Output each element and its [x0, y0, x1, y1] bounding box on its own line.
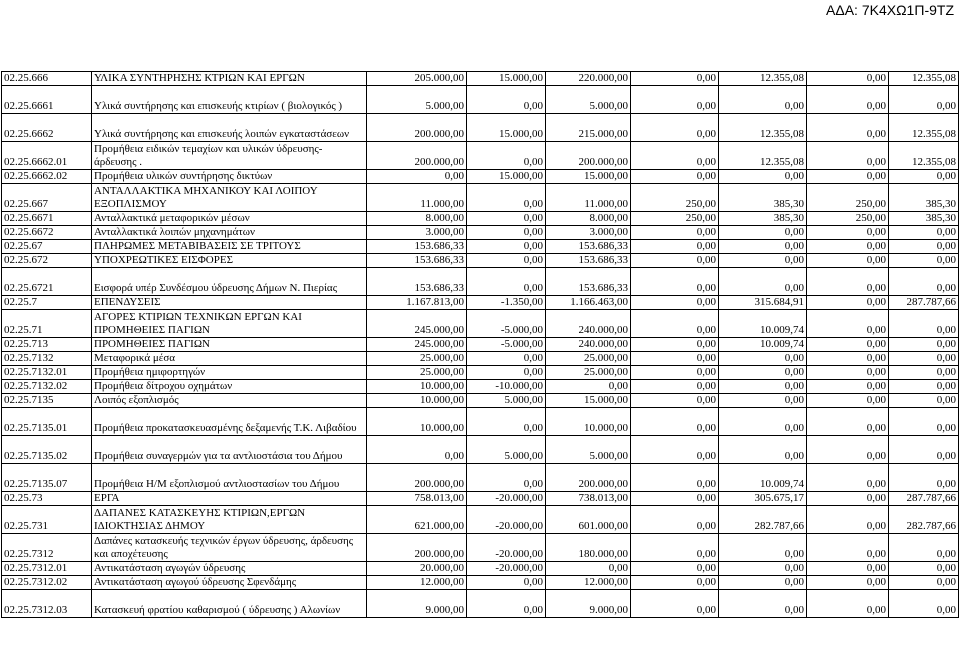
row-value-3: 240.000,00 — [546, 338, 631, 352]
row-description: Εισφορά υπέρ Συνδέσμου ύδρευσης Δήμων Ν. Πιερίας — [92, 268, 367, 296]
row-code: 02.25.7135.01 — [2, 408, 92, 436]
row-value-1: 10.000,00 — [367, 380, 467, 394]
row-value-2: 5.000,00 — [467, 436, 546, 464]
row-value-5: 0,00 — [719, 576, 807, 590]
row-description: Δαπάνες κατασκευής τεχνικών έργων ύδρευσης, άρδευσης και αποχέτευσης — [92, 534, 367, 562]
row-description: Προμήθεια συναγερμών για τα αντλιοστάσια του Δήμου — [92, 436, 367, 464]
row-value-6: 0,00 — [807, 492, 889, 506]
row-value-4: 0,00 — [631, 506, 719, 534]
row-code: 02.25.672 — [2, 254, 92, 268]
row-value-1: 10.000,00 — [367, 408, 467, 436]
row-value-6: 0,00 — [807, 254, 889, 268]
row-value-1: 153.686,33 — [367, 268, 467, 296]
row-value-6: 250,00 — [807, 212, 889, 226]
row-code: 02.25.73 — [2, 492, 92, 506]
row-value-1: 200.000,00 — [367, 534, 467, 562]
table-row — [2, 436, 959, 464]
row-value-6: 0,00 — [807, 464, 889, 492]
row-value-2: 0,00 — [467, 366, 546, 380]
row-code: 02.25.666 — [2, 72, 92, 86]
row-value-4: 250,00 — [631, 212, 719, 226]
row-value-5: 282.787,66 — [719, 506, 807, 534]
budget-table-body — [2, 72, 959, 618]
row-description: Μεταφορικά μέσα — [92, 352, 367, 366]
row-value-7: 287.787,66 — [889, 492, 959, 506]
row-value-4: 0,00 — [631, 492, 719, 506]
row-value-5: 0,00 — [719, 562, 807, 576]
table-row — [2, 296, 959, 310]
row-description: ΕΠΕΝΔΥΣΕΙΣ — [92, 296, 367, 310]
row-code: 02.25.6662.01 — [2, 142, 92, 170]
row-value-7: 0,00 — [889, 436, 959, 464]
row-value-4: 0,00 — [631, 380, 719, 394]
row-value-2: 0,00 — [467, 226, 546, 240]
table-row — [2, 86, 959, 114]
row-value-6: 0,00 — [807, 394, 889, 408]
row-description: Λοιπός εξοπλισμός — [92, 394, 367, 408]
row-value-3: 25.000,00 — [546, 352, 631, 366]
row-value-4: 0,00 — [631, 408, 719, 436]
row-value-7: 0,00 — [889, 240, 959, 254]
row-value-1: 25.000,00 — [367, 352, 467, 366]
row-value-2: -20.000,00 — [467, 562, 546, 576]
table-row — [2, 254, 959, 268]
row-value-6: 0,00 — [807, 114, 889, 142]
row-value-1: 200.000,00 — [367, 114, 467, 142]
row-value-3: 180.000,00 — [546, 534, 631, 562]
table-row — [2, 114, 959, 142]
row-description: Ανταλλακτικά μεταφορικών μέσων — [92, 212, 367, 226]
row-value-2: 15.000,00 — [467, 72, 546, 86]
row-value-4: 0,00 — [631, 352, 719, 366]
row-value-5: 10.009,74 — [719, 310, 807, 338]
row-value-5: 0,00 — [719, 366, 807, 380]
row-code: 02.25.7135 — [2, 394, 92, 408]
row-value-7: 0,00 — [889, 310, 959, 338]
row-description: Υλικά συντήρησης και επισκευής λοιπών εγκαταστάσεων — [92, 114, 367, 142]
row-value-3: 5.000,00 — [546, 86, 631, 114]
row-value-1: 245.000,00 — [367, 310, 467, 338]
table-row — [2, 268, 959, 296]
table-row — [2, 576, 959, 590]
row-value-2: 15.000,00 — [467, 170, 546, 184]
row-value-5: 0,00 — [719, 534, 807, 562]
table-row — [2, 380, 959, 394]
row-value-5: 12.355,08 — [719, 114, 807, 142]
row-code: 02.25.7132.02 — [2, 380, 92, 394]
row-value-6: 0,00 — [807, 590, 889, 618]
row-code: 02.25.731 — [2, 506, 92, 534]
row-value-2: -20.000,00 — [467, 506, 546, 534]
row-value-6: 0,00 — [807, 352, 889, 366]
row-value-4: 0,00 — [631, 464, 719, 492]
row-value-2: 0,00 — [467, 254, 546, 268]
row-value-4: 0,00 — [631, 254, 719, 268]
row-description: Κατασκευή φρατίου καθαρισμού ( ύδρευσης ) Αλωνίων — [92, 590, 367, 618]
row-value-5: 305.675,17 — [719, 492, 807, 506]
row-description: ΔΑΠΑΝΕΣ ΚΑΤΑΣΚΕΥΗΣ ΚΤΙΡΙΩΝ,ΕΡΓΩΝ ΙΔΙΟΚΤΗΣΙΑΣ ΔΗΜΟΥ — [92, 506, 367, 534]
row-description: Ανταλλακτικά λοιπών μηχανημάτων — [92, 226, 367, 240]
row-code: 02.25.7312 — [2, 534, 92, 562]
row-value-6: 0,00 — [807, 310, 889, 338]
table-row — [2, 506, 959, 534]
row-value-2: -20.000,00 — [467, 492, 546, 506]
row-value-5: 0,00 — [719, 590, 807, 618]
row-value-1: 200.000,00 — [367, 464, 467, 492]
row-value-6: 0,00 — [807, 240, 889, 254]
row-description: ΑΝΤΑΛΛΑΚΤΙΚΑ ΜΗΧΑΝΙΚΟΥ ΚΑΙ ΛΟΙΠΟΥ ΕΞΟΠΛΙΣΜΟΥ — [92, 184, 367, 212]
row-value-4: 250,00 — [631, 184, 719, 212]
row-value-4: 0,00 — [631, 366, 719, 380]
row-value-3: 12.000,00 — [546, 576, 631, 590]
row-value-3: 153.686,33 — [546, 240, 631, 254]
row-value-2: 0,00 — [467, 576, 546, 590]
row-code: 02.25.667 — [2, 184, 92, 212]
row-description: Προμήθεια δίτροχου οχημάτων — [92, 380, 367, 394]
row-value-7: 0,00 — [889, 534, 959, 562]
row-value-3: 8.000,00 — [546, 212, 631, 226]
row-code: 02.25.67 — [2, 240, 92, 254]
row-value-3: 153.686,33 — [546, 254, 631, 268]
row-code: 02.25.7135.07 — [2, 464, 92, 492]
row-value-3: 3.000,00 — [546, 226, 631, 240]
row-description: ΠΛΗΡΩΜΕΣ ΜΕΤΑΒΙΒΑΣΕΙΣ ΣΕ ΤΡΙΤΟΥΣ — [92, 240, 367, 254]
row-description: Υλικά συντήρησης και επισκευής κτιρίων ( βιολογικός ) — [92, 86, 367, 114]
table-row — [2, 492, 959, 506]
row-value-4: 0,00 — [631, 562, 719, 576]
row-code: 02.25.7312.01 — [2, 562, 92, 576]
row-code: 02.25.6671 — [2, 212, 92, 226]
row-code: 02.25.71 — [2, 310, 92, 338]
row-value-1: 1.167.813,00 — [367, 296, 467, 310]
row-description: Προμήθεια Η/Μ εξοπλισμού αντλιοστασίων του Δήμου — [92, 464, 367, 492]
row-value-6: 0,00 — [807, 408, 889, 436]
row-value-7: 12.355,08 — [889, 142, 959, 170]
row-value-7: 0,00 — [889, 352, 959, 366]
row-value-2: 0,00 — [467, 590, 546, 618]
row-description: Προμήθεια υλικών συντήρησης δικτύων — [92, 170, 367, 184]
row-value-2: -10.000,00 — [467, 380, 546, 394]
row-value-7: 0,00 — [889, 562, 959, 576]
row-value-4: 0,00 — [631, 72, 719, 86]
row-value-1: 12.000,00 — [367, 576, 467, 590]
row-value-3: 1.166.463,00 — [546, 296, 631, 310]
row-value-2: 0,00 — [467, 142, 546, 170]
row-description: Αντικατάσταση αγωγού ύδρευσης Σφενδάμης — [92, 576, 367, 590]
table-row — [2, 394, 959, 408]
row-value-1: 11.000,00 — [367, 184, 467, 212]
row-value-6: 0,00 — [807, 338, 889, 352]
row-value-1: 200.000,00 — [367, 142, 467, 170]
row-value-1: 25.000,00 — [367, 366, 467, 380]
row-value-3: 240.000,00 — [546, 310, 631, 338]
row-value-4: 0,00 — [631, 226, 719, 240]
row-description: ΥΠΟΧΡΕΩΤΙΚΕΣ ΕΙΣΦΟΡΕΣ — [92, 254, 367, 268]
row-value-4: 0,00 — [631, 86, 719, 114]
row-value-5: 10.009,74 — [719, 464, 807, 492]
row-description: Αντικατάσταση αγωγών ύδρευσης — [92, 562, 367, 576]
table-row — [2, 170, 959, 184]
row-value-3: 200.000,00 — [546, 464, 631, 492]
table-row — [2, 240, 959, 254]
row-value-6: 0,00 — [807, 226, 889, 240]
row-value-7: 0,00 — [889, 464, 959, 492]
row-value-4: 0,00 — [631, 170, 719, 184]
row-value-5: 0,00 — [719, 86, 807, 114]
row-value-1: 5.000,00 — [367, 86, 467, 114]
row-value-4: 0,00 — [631, 590, 719, 618]
row-value-2: 0,00 — [467, 268, 546, 296]
row-value-6: 0,00 — [807, 142, 889, 170]
row-value-6: 0,00 — [807, 268, 889, 296]
row-value-3: 601.000,00 — [546, 506, 631, 534]
row-value-6: 0,00 — [807, 576, 889, 590]
row-description: ΥΛΙΚΑ ΣΥΝΤΗΡΗΣΗΣ ΚΤΡΙΩΝ ΚΑΙ ΕΡΓΩΝ — [92, 72, 367, 86]
row-value-4: 0,00 — [631, 114, 719, 142]
row-value-3: 0,00 — [546, 562, 631, 576]
row-value-5: 0,00 — [719, 254, 807, 268]
row-value-7: 0,00 — [889, 366, 959, 380]
row-value-6: 0,00 — [807, 380, 889, 394]
row-value-5: 0,00 — [719, 394, 807, 408]
row-value-2: -5.000,00 — [467, 310, 546, 338]
table-row — [2, 562, 959, 576]
row-value-2: 0,00 — [467, 240, 546, 254]
row-value-6: 0,00 — [807, 296, 889, 310]
table-row — [2, 590, 959, 618]
row-value-2: -1.350,00 — [467, 296, 546, 310]
row-value-5: 315.684,91 — [719, 296, 807, 310]
table-row — [2, 534, 959, 562]
row-description: Προμήθεια προκατασκευασμένης δεξαμενής Τ.Κ. Λιβαδίου — [92, 408, 367, 436]
row-value-1: 621.000,00 — [367, 506, 467, 534]
row-value-2: 0,00 — [467, 184, 546, 212]
row-value-7: 0,00 — [889, 576, 959, 590]
row-code: 02.25.6721 — [2, 268, 92, 296]
row-value-6: 250,00 — [807, 184, 889, 212]
row-description: ΕΡΓΑ — [92, 492, 367, 506]
row-value-6: 0,00 — [807, 534, 889, 562]
row-value-5: 0,00 — [719, 352, 807, 366]
row-value-5: 0,00 — [719, 408, 807, 436]
row-value-2: 15.000,00 — [467, 114, 546, 142]
row-value-7: 282.787,66 — [889, 506, 959, 534]
row-value-2: -20.000,00 — [467, 534, 546, 562]
row-value-3: 11.000,00 — [546, 184, 631, 212]
row-value-3: 5.000,00 — [546, 436, 631, 464]
row-value-1: 758.013,00 — [367, 492, 467, 506]
row-value-2: 0,00 — [467, 212, 546, 226]
row-value-4: 0,00 — [631, 296, 719, 310]
table-row — [2, 212, 959, 226]
budget-table — [1, 71, 959, 618]
ada-code: ΑΔΑ: 7Κ4ΧΩ1Π-9ΤΖ — [826, 2, 954, 18]
row-value-7: 287.787,66 — [889, 296, 959, 310]
row-value-6: 0,00 — [807, 506, 889, 534]
row-value-5: 0,00 — [719, 380, 807, 394]
row-value-3: 0,00 — [546, 380, 631, 394]
table-row — [2, 352, 959, 366]
row-value-1: 9.000,00 — [367, 590, 467, 618]
table-row — [2, 72, 959, 86]
row-value-3: 738.013,00 — [546, 492, 631, 506]
row-value-1: 205.000,00 — [367, 72, 467, 86]
row-value-6: 0,00 — [807, 366, 889, 380]
row-description: Προμήθεια ημιφορτηγών — [92, 366, 367, 380]
row-value-2: 5.000,00 — [467, 394, 546, 408]
row-value-7: 0,00 — [889, 254, 959, 268]
table-row — [2, 184, 959, 212]
row-value-3: 25.000,00 — [546, 366, 631, 380]
row-value-1: 3.000,00 — [367, 226, 467, 240]
row-value-6: 0,00 — [807, 170, 889, 184]
row-value-7: 0,00 — [889, 226, 959, 240]
row-value-3: 153.686,33 — [546, 268, 631, 296]
row-value-5: 10.009,74 — [719, 338, 807, 352]
row-value-2: 0,00 — [467, 352, 546, 366]
row-value-5: 0,00 — [719, 240, 807, 254]
row-description: ΠΡΟΜΗΘΕΙΕΣ ΠΑΓΙΩΝ — [92, 338, 367, 352]
row-value-5: 0,00 — [719, 436, 807, 464]
row-code: 02.25.7135.02 — [2, 436, 92, 464]
row-value-5: 0,00 — [719, 226, 807, 240]
row-code: 02.25.7132.01 — [2, 366, 92, 380]
row-value-5: 0,00 — [719, 268, 807, 296]
row-value-4: 0,00 — [631, 142, 719, 170]
row-value-3: 9.000,00 — [546, 590, 631, 618]
table-row — [2, 338, 959, 352]
row-value-4: 0,00 — [631, 240, 719, 254]
row-value-7: 12.355,08 — [889, 114, 959, 142]
row-value-7: 385,30 — [889, 212, 959, 226]
row-value-6: 0,00 — [807, 72, 889, 86]
table-row — [2, 310, 959, 338]
row-value-1: 153.686,33 — [367, 254, 467, 268]
row-code: 02.25.7312.02 — [2, 576, 92, 590]
row-value-1: 20.000,00 — [367, 562, 467, 576]
row-value-4: 0,00 — [631, 576, 719, 590]
row-code: 02.25.7312.03 — [2, 590, 92, 618]
row-value-1: 8.000,00 — [367, 212, 467, 226]
row-code: 02.25.7132 — [2, 352, 92, 366]
row-value-4: 0,00 — [631, 436, 719, 464]
row-value-5: 385,30 — [719, 212, 807, 226]
row-value-5: 12.355,08 — [719, 72, 807, 86]
row-value-1: 245.000,00 — [367, 338, 467, 352]
row-value-7: 0,00 — [889, 590, 959, 618]
row-value-7: 0,00 — [889, 268, 959, 296]
row-value-3: 215.000,00 — [546, 114, 631, 142]
row-value-6: 0,00 — [807, 436, 889, 464]
row-value-5: 12.355,08 — [719, 142, 807, 170]
row-value-7: 0,00 — [889, 338, 959, 352]
table-row — [2, 142, 959, 170]
row-value-4: 0,00 — [631, 268, 719, 296]
row-value-2: 0,00 — [467, 408, 546, 436]
row-value-1: 0,00 — [367, 170, 467, 184]
row-value-7: 0,00 — [889, 86, 959, 114]
row-value-3: 15.000,00 — [546, 170, 631, 184]
row-value-6: 0,00 — [807, 86, 889, 114]
row-code: 02.25.6662.02 — [2, 170, 92, 184]
row-value-7: 385,30 — [889, 184, 959, 212]
row-value-2: 0,00 — [467, 86, 546, 114]
row-value-1: 153.686,33 — [367, 240, 467, 254]
row-value-7: 0,00 — [889, 394, 959, 408]
row-value-1: 0,00 — [367, 436, 467, 464]
row-value-4: 0,00 — [631, 394, 719, 408]
row-value-4: 0,00 — [631, 310, 719, 338]
table-row — [2, 464, 959, 492]
row-description: ΑΓΟΡΕΣ ΚΤΙΡΙΩΝ ΤΕΧΝΙΚΩΝ ΕΡΓΩΝ ΚΑΙ ΠΡΟΜΗΘΕΙΕΣ ΠΑΓΙΩΝ — [92, 310, 367, 338]
row-value-2: 0,00 — [467, 464, 546, 492]
row-value-3: 200.000,00 — [546, 142, 631, 170]
row-value-6: 0,00 — [807, 562, 889, 576]
table-row — [2, 408, 959, 436]
row-value-2: -5.000,00 — [467, 338, 546, 352]
row-value-5: 385,30 — [719, 184, 807, 212]
row-value-4: 0,00 — [631, 338, 719, 352]
row-value-7: 0,00 — [889, 170, 959, 184]
row-value-3: 15.000,00 — [546, 394, 631, 408]
table-row — [2, 226, 959, 240]
row-code: 02.25.6661 — [2, 86, 92, 114]
row-value-4: 0,00 — [631, 534, 719, 562]
row-value-7: 0,00 — [889, 380, 959, 394]
row-value-3: 220.000,00 — [546, 72, 631, 86]
row-value-1: 10.000,00 — [367, 394, 467, 408]
row-value-5: 0,00 — [719, 170, 807, 184]
row-value-7: 0,00 — [889, 408, 959, 436]
row-code: 02.25.7 — [2, 296, 92, 310]
row-value-3: 10.000,00 — [546, 408, 631, 436]
row-code: 02.25.6662 — [2, 114, 92, 142]
row-description: Προμήθεια ειδικών τεμαχίων και υλικών ύδρευσης-άρδευσης . — [92, 142, 367, 170]
row-value-7: 12.355,08 — [889, 72, 959, 86]
row-code: 02.25.6672 — [2, 226, 92, 240]
table-row — [2, 366, 959, 380]
row-code: 02.25.713 — [2, 338, 92, 352]
